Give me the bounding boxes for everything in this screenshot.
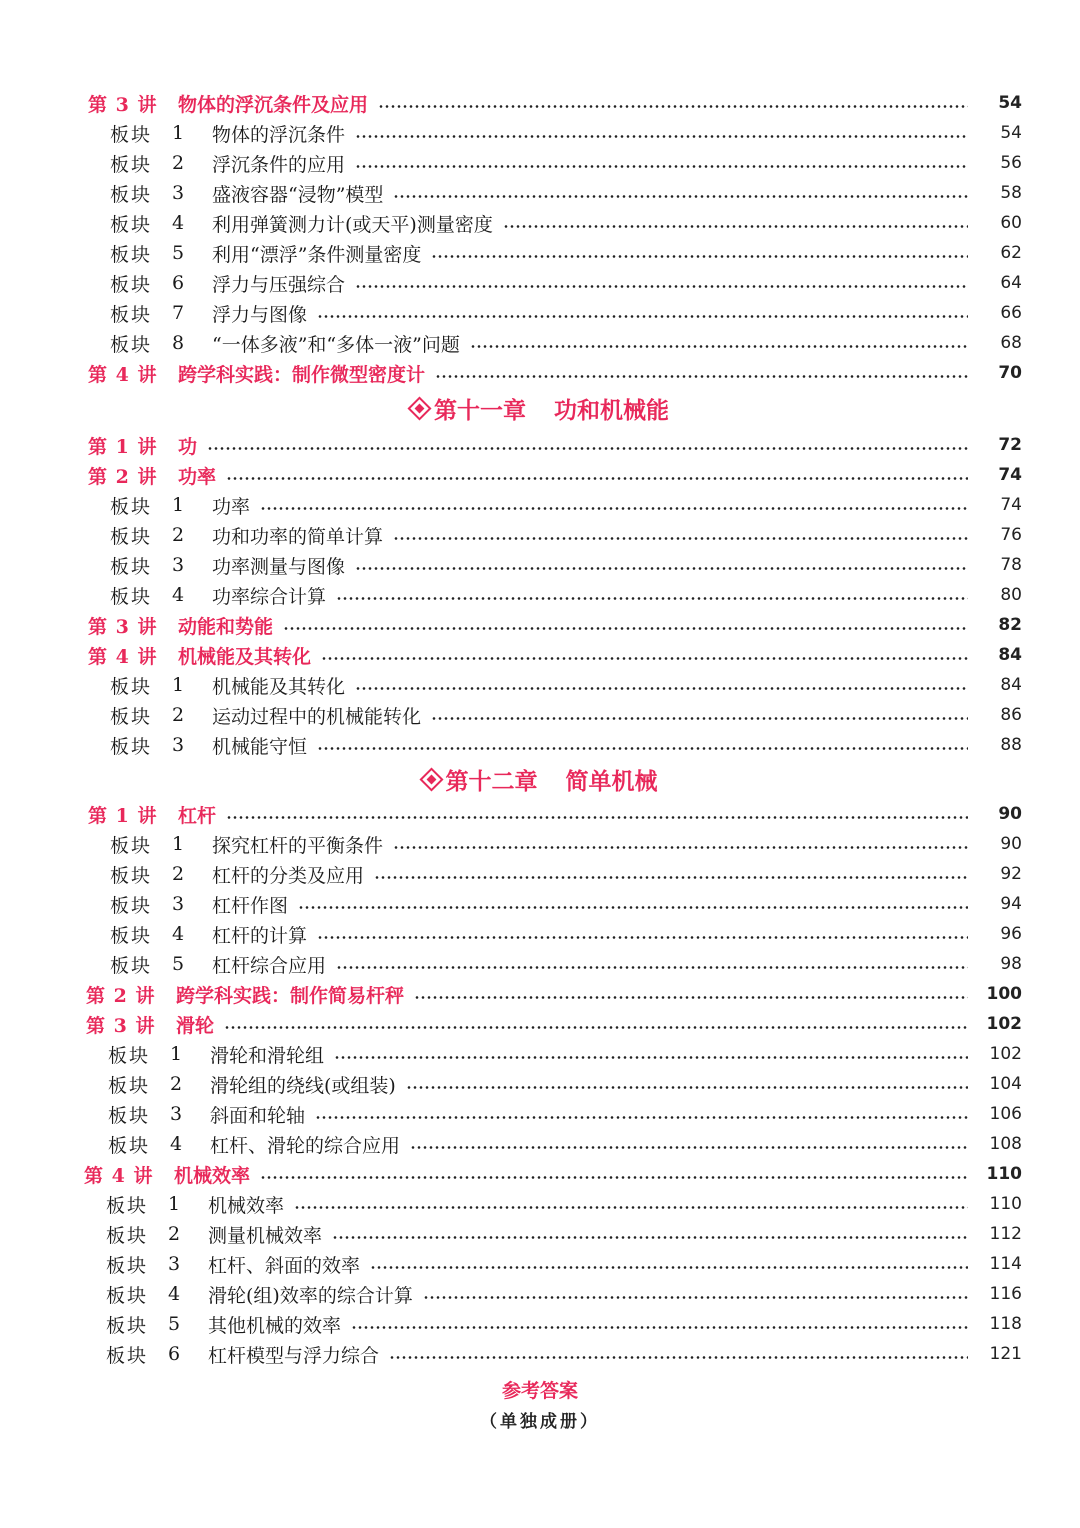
section-label: 板块 [110,834,153,857]
page-number: 118 [989,1314,1022,1334]
toc-section-row[interactable] [110,208,1022,238]
section-label: 板块 [110,954,153,977]
lecture-title: 物体的浮沉条件及应用 [178,93,369,116]
page-number: 60 [1000,213,1022,233]
leader-dots [355,165,968,168]
lecture-label: 第 1 讲 [88,435,158,458]
toc-section-row[interactable] [106,1249,1022,1279]
toc-section-row[interactable] [110,238,1022,268]
chapter-name: 功和机械能 [554,396,669,424]
section-number: 1 [172,674,185,696]
leader-dots [370,1266,968,1269]
section-number: 4 [170,1133,183,1155]
section-number: 1 [172,833,185,855]
page-number: 92 [1000,864,1022,884]
lecture-title: 跨学科实践：制作微型密度计 [178,363,426,386]
section-title: 利用“漂浮”条件测量密度 [212,243,422,266]
section-title: 杠杆的计算 [212,924,308,947]
section-label: 板块 [110,864,153,887]
section-number: 2 [170,1073,183,1095]
section-label: 板块 [110,183,153,206]
toc-lecture-row[interactable] [86,979,1022,1009]
section-label: 板块 [106,1254,149,1277]
section-number: 2 [172,524,185,546]
leader-dots [414,996,968,999]
page-number: 56 [1000,153,1022,173]
section-number: 5 [172,953,185,975]
section-title: 功率 [212,495,251,518]
toc-section-row[interactable] [110,550,1022,580]
leader-dots [332,1236,968,1239]
section-label: 板块 [110,333,153,356]
toc-section-row[interactable] [106,1219,1022,1249]
page-number: 112 [989,1224,1022,1244]
page-number: 82 [998,615,1022,635]
leader-dots [503,225,968,228]
section-title: 功和功率的简单计算 [212,525,384,548]
page-number: 114 [989,1254,1022,1274]
section-number: 6 [168,1343,181,1365]
page-number: 86 [1000,705,1022,725]
page-number: 104 [989,1074,1022,1094]
toc-section-row[interactable] [108,1069,1022,1099]
lecture-title: 滑轮 [176,1014,215,1037]
leader-dots [334,1056,968,1059]
toc-section-row[interactable] [110,700,1022,730]
page-number: 66 [1000,303,1022,323]
leader-dots [393,846,968,849]
leader-dots [317,936,968,939]
chapter-number: 第十一章 [434,396,526,424]
page-number: 64 [1000,273,1022,293]
section-number: 1 [168,1193,181,1215]
section-title: 滑轮(组)效率的综合计算 [208,1284,413,1307]
section-title: 杠杆作图 [212,894,289,917]
toc-section-row[interactable] [110,520,1022,550]
leader-dots [355,285,968,288]
toc-lecture-row[interactable] [88,88,1022,118]
leader-dots [260,1176,968,1179]
section-number: 3 [172,182,185,204]
toc-lecture-row[interactable] [88,460,1022,490]
section-title: 利用弹簧测力计(或天平)测量密度 [212,213,493,236]
toc-section-row[interactable] [110,670,1022,700]
toc-section-row[interactable] [110,490,1022,520]
page-number: 74 [1000,495,1022,515]
leader-dots [355,135,968,138]
section-label: 板块 [110,243,153,266]
section-label: 板块 [108,1044,151,1067]
toc-section-row[interactable] [110,148,1022,178]
section-title: 物体的浮沉条件 [212,123,346,146]
page-number: 70 [998,363,1022,383]
toc-section-row[interactable] [110,298,1022,328]
page-number: 102 [986,1014,1022,1034]
section-label: 板块 [106,1224,149,1247]
toc-section-row[interactable] [110,730,1022,760]
section-title: 机械能守恒 [212,735,308,758]
toc-section-row[interactable] [110,949,1022,979]
leader-dots [435,375,968,378]
toc-section-row[interactable] [110,889,1022,919]
toc-section-row[interactable] [106,1309,1022,1339]
chapter-heading[interactable] [0,390,1080,426]
lecture-label: 第 3 讲 [88,615,158,638]
page-number: 54 [1000,123,1022,143]
section-number: 4 [172,212,185,234]
page-number: 54 [998,93,1022,113]
toc-section-row[interactable] [106,1339,1022,1369]
toc-lecture-row[interactable] [88,610,1022,640]
page-number: 116 [989,1284,1022,1304]
leader-dots [336,966,968,969]
leader-dots [389,1356,968,1359]
section-title: 运动过程中的机械能转化 [212,705,422,728]
chapter-number: 第十二章 [445,767,538,795]
toc-section-row[interactable] [110,328,1022,358]
section-label: 板块 [106,1194,149,1217]
section-label: 板块 [110,213,153,236]
leader-dots [431,255,968,258]
toc-lecture-row[interactable] [84,1159,1022,1189]
section-label: 板块 [106,1344,149,1367]
section-label: 板块 [108,1134,151,1157]
section-number: 3 [172,734,185,756]
section-label: 板块 [110,735,153,758]
leader-dots [336,597,968,600]
section-label: 板块 [110,555,153,578]
leader-dots [406,1086,968,1089]
section-label: 板块 [110,273,153,296]
page-number: 84 [1000,675,1022,695]
lecture-label: 第 1 讲 [88,804,158,827]
leader-dots [317,315,968,318]
section-title: “一体多液”和“多体一液”问题 [212,333,460,356]
page-number: 84 [998,645,1022,665]
section-title: 功率测量与图像 [212,555,346,578]
leader-dots [378,105,968,108]
leader-dots [317,747,968,750]
leader-dots [374,876,968,879]
chapter-name: 简单机械 [565,767,658,795]
leader-dots [351,1326,968,1329]
section-number: 3 [172,554,185,576]
page-number: 76 [1000,525,1022,545]
page-number: 74 [998,465,1022,485]
leader-dots [226,816,968,819]
toc-section-row[interactable] [106,1279,1022,1309]
section-title: 机械能及其转化 [212,675,346,698]
section-title: 浮沉条件的应用 [212,153,346,176]
section-number: 4 [172,923,185,945]
toc-section-row[interactable] [110,178,1022,208]
lecture-title: 功率 [178,465,217,488]
leader-dots [283,627,968,630]
leader-dots [393,537,968,540]
page-number: 90 [998,804,1022,824]
leader-dots [294,1206,968,1209]
page-number: 98 [1000,954,1022,974]
page-number: 62 [1000,243,1022,263]
section-label: 板块 [110,123,153,146]
page-number: 110 [989,1194,1022,1214]
page-number: 58 [1000,183,1022,203]
toc-lecture-row[interactable] [88,640,1022,670]
section-title: 斜面和轮轴 [210,1104,306,1127]
section-label: 板块 [108,1074,151,1097]
toc-section-row[interactable] [108,1039,1022,1069]
page-number: 80 [1000,585,1022,605]
leader-dots [423,1296,968,1299]
section-label: 板块 [110,705,153,728]
section-number: 4 [172,584,185,606]
toc-section-row[interactable] [110,580,1022,610]
section-label: 板块 [110,495,153,518]
section-label: 板块 [110,585,153,608]
lecture-label: 第 3 讲 [88,93,158,116]
section-title: 滑轮和滑轮组 [210,1044,325,1067]
leader-dots [207,447,968,450]
page-number: 88 [1000,735,1022,755]
section-title: 杠杆、滑轮的综合应用 [210,1134,401,1157]
lecture-title: 跨学科实践：制作简易杆秤 [176,984,405,1007]
toc-section-row[interactable] [110,829,1022,859]
section-label: 板块 [110,675,153,698]
toc-lecture-row[interactable] [86,1009,1022,1039]
page-number: 102 [989,1044,1022,1064]
leader-dots [431,717,968,720]
answers-subtitle: （单独成册） [480,1412,600,1432]
diamond-bullet-icon [407,396,431,420]
toc-section-row[interactable] [110,859,1022,889]
section-title: 盛液容器“浸物”模型 [212,183,384,206]
lecture-label: 第 4 讲 [84,1164,154,1187]
leader-dots [315,1116,968,1119]
page-number: 100 [986,984,1022,1004]
section-title: 滑轮组的绕线(或组装) [210,1074,396,1097]
section-number: 6 [172,272,185,294]
section-title: 杠杆、斜面的效率 [208,1254,361,1277]
page-number: 68 [1000,333,1022,353]
section-title: 机械效率 [208,1194,285,1217]
section-label: 板块 [110,924,153,947]
toc-section-row[interactable] [110,118,1022,148]
section-title: 其他机械的效率 [208,1314,342,1337]
leader-dots [410,1146,968,1149]
section-number: 8 [172,332,185,354]
section-number: 1 [172,494,185,516]
lecture-label: 第 4 讲 [88,645,158,668]
section-title: 杠杆综合应用 [212,954,327,977]
section-number: 2 [168,1223,181,1245]
section-label: 板块 [110,153,153,176]
page-number: 72 [998,435,1022,455]
page-number: 106 [989,1104,1022,1124]
section-number: 2 [172,863,185,885]
toc-lecture-row[interactable] [88,799,1022,829]
page-number: 96 [1000,924,1022,944]
section-label: 板块 [110,525,153,548]
section-title: 杠杆模型与浮力综合 [208,1344,380,1367]
section-number: 1 [172,122,185,144]
leader-dots [321,657,968,660]
section-title: 杠杆的分类及应用 [212,864,365,887]
lecture-label: 第 2 讲 [88,465,158,488]
leader-dots [393,195,968,198]
page-number: 110 [986,1164,1022,1184]
lecture-title: 机械效率 [174,1164,251,1187]
chapter-heading[interactable] [0,761,1080,797]
toc-section-row[interactable] [106,1189,1022,1219]
section-number: 3 [170,1103,183,1125]
toc-section-row[interactable] [108,1129,1022,1159]
section-number: 3 [168,1253,181,1275]
section-title: 测量机械效率 [208,1224,323,1247]
lecture-title: 功 [178,435,198,458]
section-number: 4 [168,1283,181,1305]
page-number: 94 [1000,894,1022,914]
lecture-label: 第 3 讲 [86,1014,156,1037]
lecture-title: 杠杆 [178,804,217,827]
section-number: 7 [172,302,185,324]
diamond-bullet-icon [419,767,443,791]
leader-dots [226,477,968,480]
section-title: 功率综合计算 [212,585,327,608]
section-number: 5 [168,1313,181,1335]
toc-lecture-row[interactable] [88,358,1022,388]
section-title: 探究杠杆的平衡条件 [212,834,384,857]
leader-dots [355,687,968,690]
section-label: 板块 [110,303,153,326]
page-number: 78 [1000,555,1022,575]
leader-dots [260,507,968,510]
section-number: 2 [172,152,185,174]
leader-dots [470,345,968,348]
leader-dots [355,567,968,570]
section-label: 板块 [108,1104,151,1127]
section-title: 浮力与图像 [212,303,308,326]
lecture-label: 第 2 讲 [86,984,156,1007]
section-label: 板块 [106,1284,149,1307]
lecture-title: 动能和势能 [178,615,274,638]
toc-section-row[interactable] [110,919,1022,949]
page-number: 90 [1000,834,1022,854]
page-number: 108 [989,1134,1022,1154]
section-number: 2 [172,704,185,726]
lecture-label: 第 4 讲 [88,363,158,386]
page-number: 121 [989,1344,1022,1364]
leader-dots [298,906,968,909]
toc-section-row[interactable] [108,1099,1022,1129]
section-number: 5 [172,242,185,264]
section-label: 板块 [110,894,153,917]
answers-title[interactable]: 参考答案 [501,1380,578,1402]
leader-dots [224,1026,968,1029]
section-label: 板块 [106,1314,149,1337]
section-number: 1 [170,1043,183,1065]
section-number: 3 [172,893,185,915]
section-title: 浮力与压强综合 [212,273,346,296]
toc-section-row[interactable] [110,268,1022,298]
lecture-title: 机械能及其转化 [178,645,312,668]
toc-lecture-row[interactable] [88,430,1022,460]
